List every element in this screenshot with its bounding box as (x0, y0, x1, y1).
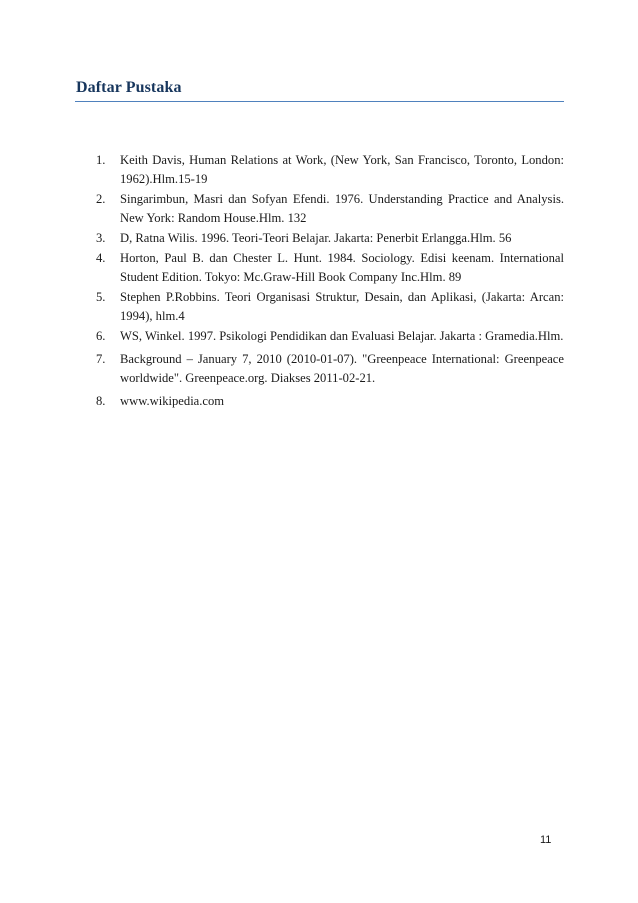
reference-number: 1. (96, 153, 106, 167)
reference-number: 7. (96, 352, 106, 366)
reference-text: Stephen P.Robbins. Teori Organisasi Struktur, Desain, dan Aplikasi, (Jakarta: Arcan: 1994), hlm.4 (120, 290, 564, 323)
reference-item-7 (96, 350, 564, 388)
reference-number: 2. (96, 192, 106, 206)
reference-number: 8. (96, 394, 106, 408)
reference-text: www.wikipedia.com (120, 394, 225, 408)
page-number: 11 (540, 834, 552, 846)
reference-item-4 (96, 249, 564, 287)
reference-text: D, Ratna Wilis. 1996. Teori-Teori Belajar. Jakarta: Penerbit Erlangga.Hlm. 56 (120, 231, 512, 245)
reference-number: 5. (96, 290, 106, 304)
reference-number: 6. (96, 329, 106, 343)
reference-item-1 (96, 151, 564, 189)
reference-text: Horton, Paul B. dan Chester L. Hunt. 1984. Sociology. Edisi keenam. International Student Edition. Tokyo: Mc.Graw-Hill Book Company Inc.Hlm. 89 (120, 251, 564, 284)
page-title: Daftar Pustaka (76, 79, 182, 96)
reference-item-5 (96, 288, 564, 326)
reference-text: Background – January 7, 2010 (2010-01-07). "Greenpeace International: Greenpeace worldwide". Greenpeace.org. Diakses 2011-02-21. (120, 352, 564, 385)
reference-item-2 (96, 190, 564, 228)
heading-underline (75, 101, 564, 102)
reference-number: 3. (96, 231, 106, 245)
reference-text: Keith Davis, Human Relations at Work, (New York, San Francisco, Toronto, London: 1962).Hlm.15-19 (120, 153, 564, 186)
reference-item-3 (96, 229, 564, 248)
reference-text: Singarimbun, Masri dan Sofyan Efendi. 1976. Understanding Practice and Analysis. New York: Random House.Hlm. 132 (120, 192, 564, 225)
reference-number: 4. (96, 251, 106, 265)
reference-item-8 (96, 392, 564, 411)
reference-list (96, 151, 564, 412)
reference-item-6 (96, 327, 564, 346)
reference-text: WS, Winkel. 1997. Psikologi Pendidikan dan Evaluasi Belajar. Jakarta : Gramedia.Hlm. (120, 329, 564, 343)
